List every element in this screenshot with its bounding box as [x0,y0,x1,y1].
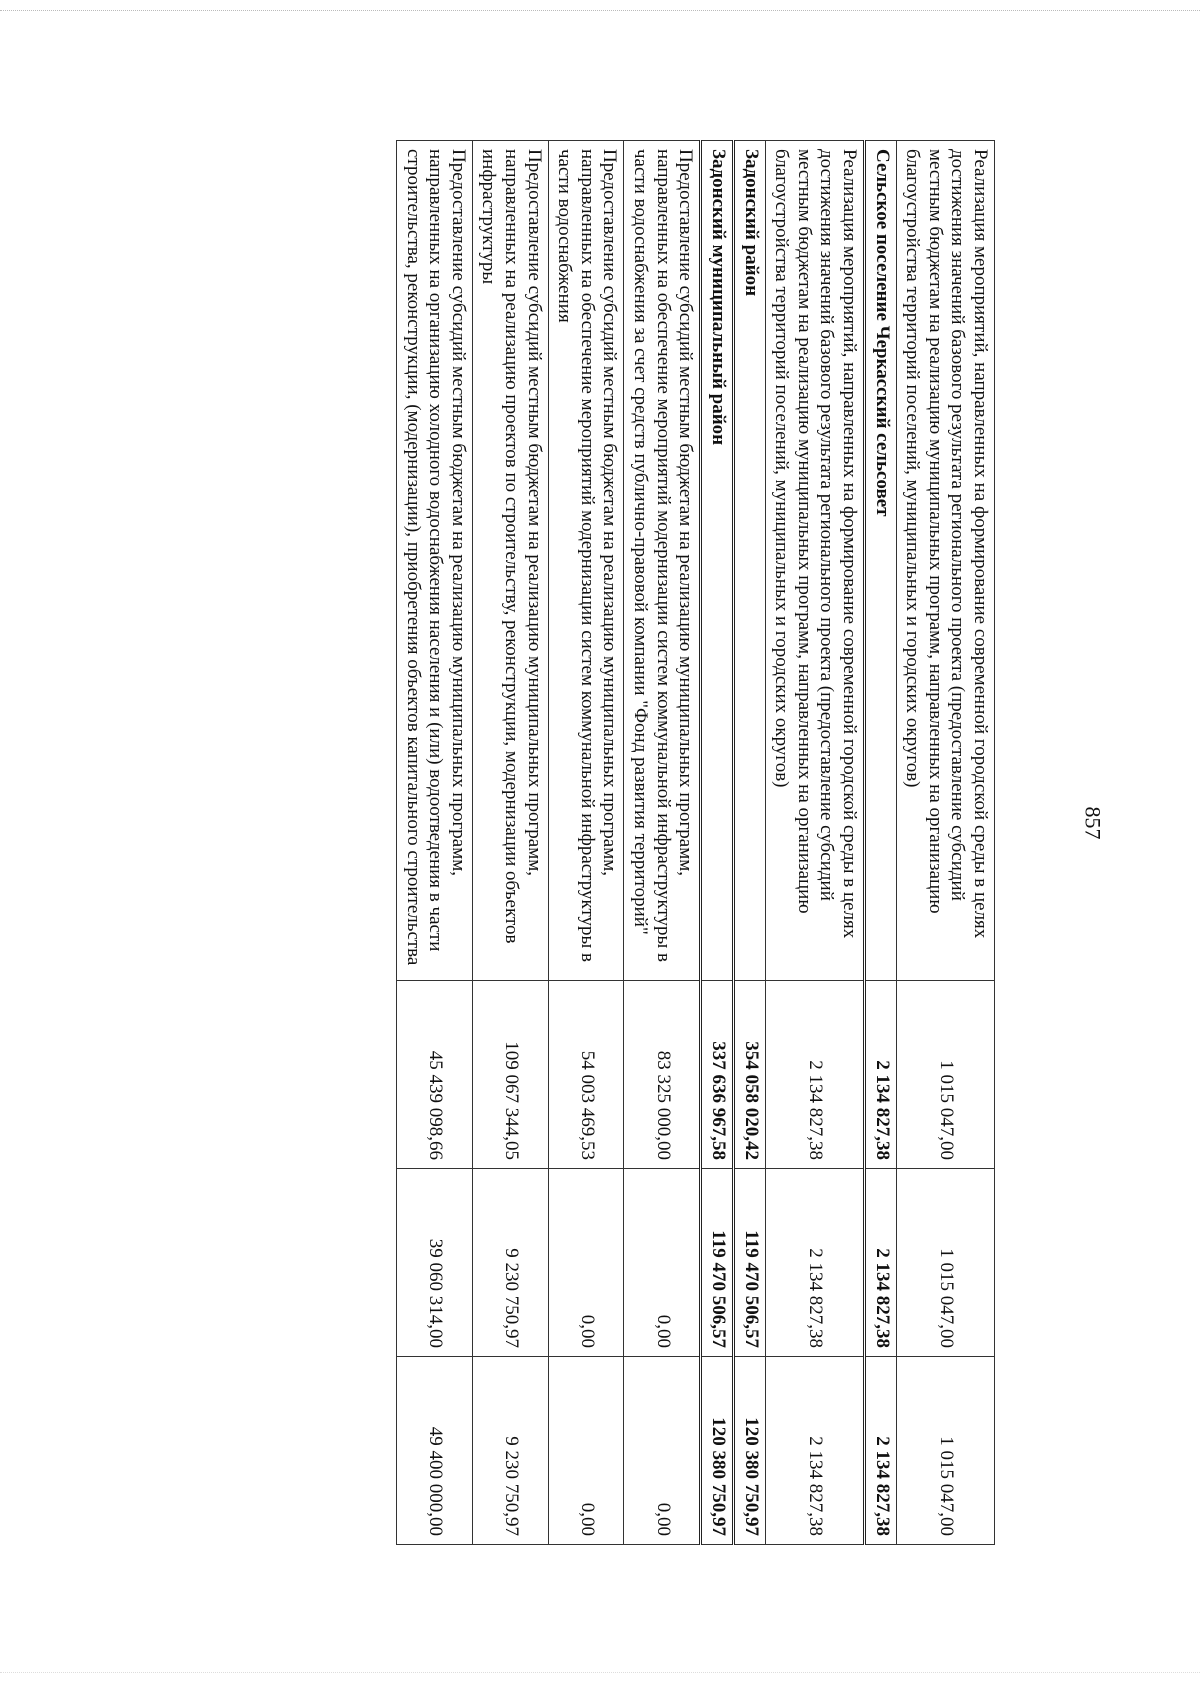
row-value-1: 45 439 098,66 [396,981,472,1169]
row-value-2: 2 134 827,38 [765,1169,864,1357]
table-row [896,141,994,1545]
table-row [733,141,765,1545]
page-number: 857 [1080,806,1106,840]
budget-table [396,140,995,1545]
row-value-3: 49 400 000,00 [396,1357,472,1545]
row-value-3: 2 134 827,38 [864,1357,896,1545]
table-row [548,141,624,1545]
row-value-2: 119 470 506,57 [701,1169,734,1357]
table-row [765,141,864,1545]
table-row [864,141,896,1545]
row-value-1: 54 003 469,53 [548,981,624,1169]
table-row [396,141,472,1545]
row-value-2: 0,00 [548,1169,624,1357]
row-name: Реализация мероприятий, направленных на формирование современной городской среды в целях достижения значений базового результата регионального проекта (предоставление субсидий местным бюджетам на реализацию муниципальных программ, направленных на организацию благоустройства территорий поселений, муниципальных и городских округов) [765,141,864,981]
table-row [624,141,701,1545]
row-value-1: 1 015 047,00 [896,981,994,1169]
row-value-2: 0,00 [624,1169,701,1357]
row-value-3: 2 134 827,38 [765,1357,864,1545]
row-value-2: 1 015 047,00 [896,1169,994,1357]
row-value-2: 9 230 750,97 [472,1169,548,1357]
row-value-2: 2 134 827,38 [864,1169,896,1357]
row-value-1: 2 134 827,38 [864,981,896,1169]
row-value-1: 354 058 020,42 [733,981,765,1169]
row-value-2: 39 060 314,00 [396,1169,472,1357]
row-value-1: 109 067 344,05 [472,981,548,1169]
row-name: Предоставление субсидий местным бюджетам на реализацию муниципальных программ, направленных на организацию холодного водоснабжения населения и (или) водоотведения в части строительства, реконструкции, (модернизации), приобретения объектов капитального строительства [396,141,472,981]
row-value-1: 337 636 967,58 [701,981,734,1169]
scan-edge-top [0,10,1200,11]
row-name: Задонский муниципальный район [701,141,734,981]
row-value-2: 119 470 506,57 [733,1169,765,1357]
row-name: Предоставление субсидий местным бюджетам на реализацию муниципальных программ, направленных на реализацию проектов по строительству, реконструкции, модернизации объектов инфраструктуры [472,141,548,981]
row-value-3: 0,00 [548,1357,624,1545]
row-name: Реализация мероприятий, направленных на формирование современной городской среды в целях достижения значений базового результата регионального проекта (предоставление субсидий местным бюджетам на реализацию муниципальных программ, направленных на организацию благоустройства территорий поселений, муниципальных и городских округов) [896,141,994,981]
row-value-3: 120 380 750,97 [733,1357,765,1545]
table-row [472,141,548,1545]
scan-edge-bottom [0,1672,1200,1673]
row-value-3: 120 380 750,97 [701,1357,734,1545]
rotated-page-content [195,140,995,1540]
row-value-3: 0,00 [624,1357,701,1545]
row-name: Задонский район [733,141,765,981]
row-name: Предоставление субсидий местным бюджетам на реализацию муниципальных программ, направленных на обеспечение мероприятий модернизации систем коммунальной инфраструктуры в части водоснабжения [548,141,624,981]
row-name: Сельское поселение Черкасский сельсовет [864,141,896,981]
row-value-3: 1 015 047,00 [896,1357,994,1545]
row-name: Предоставление субсидий местным бюджетам на реализацию муниципальных программ, направленных на обеспечение мероприятий модернизации систем коммунальной инфраструктуры в части водоснабжения за счет средств публично-правовой компании "Фонд развития территорий" [624,141,701,981]
row-value-1: 83 325 000,00 [624,981,701,1169]
row-value-1: 2 134 827,38 [765,981,864,1169]
row-value-3: 9 230 750,97 [472,1357,548,1545]
table-row [701,141,734,1545]
